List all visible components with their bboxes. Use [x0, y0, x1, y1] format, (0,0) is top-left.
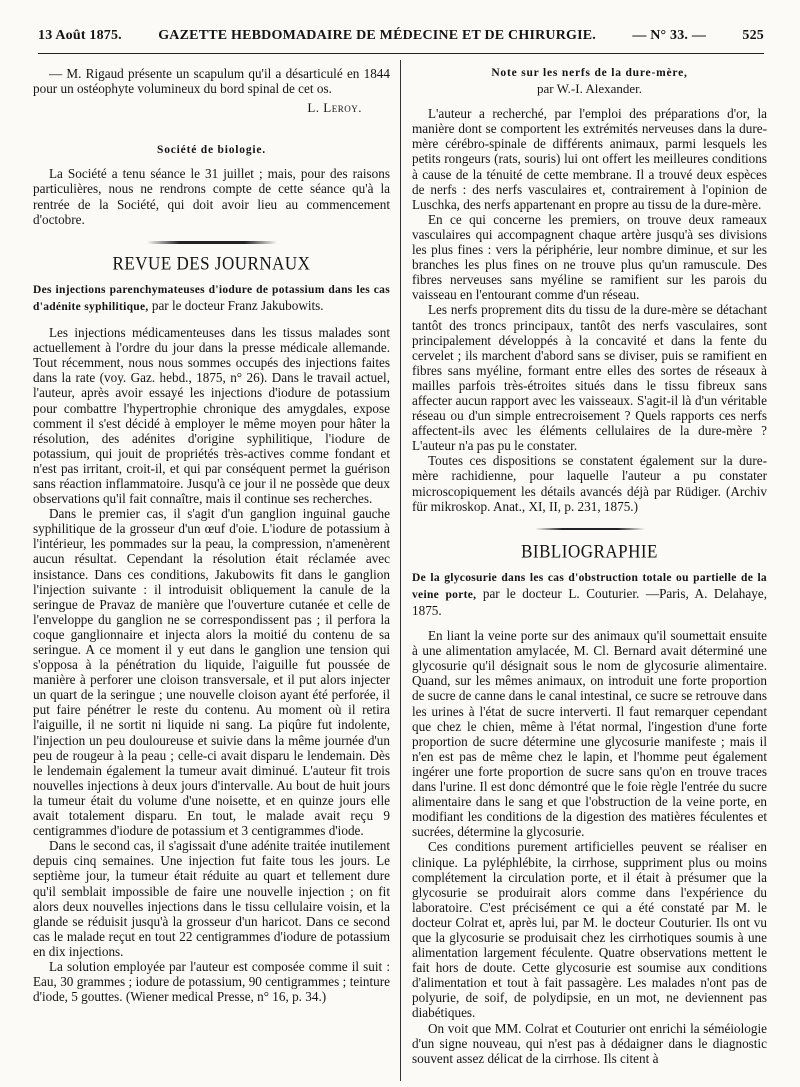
note-paragraph: L'auteur a recherché, par l'emploi des préparations d'or, la manière dont se comportent les extrémités nerveuses dans la dure-mère cérébro-spinale de différents animaux, parmi lesquels les petits rongeurs (rats, souris) lui ont offert les meilleures conditions à cause de la ténuité de cette membrane. Il a trouvé deux espèces de nerfs : des nerfs vasculaires et, contrairement à l'opinion de Luschka, des nerfs appartenant en propre au tissu de la dure-mère.	[412, 106, 767, 212]
revue-des-journaux-heading: REVUE DES JOURNAUX	[112, 252, 311, 274]
rigaud-paragraph: — M. Rigaud présente un scapulum qu'il a désarticulé en 1844 pour un ostéophyte volumineux du bord spinal de cet os.	[33, 66, 390, 97]
column-divider	[400, 60, 401, 1081]
left-column	[33, 66, 390, 1079]
note-paragraph: En ce qui concerne les premiers, on trouve deux rameaux vasculaires qui accompagnent chaque artère jusqu'à ses divisions les plus fines : vers la périphérie, leur nombre diminue, et sur les branches les plus fines on ne trouve plus qu'un ramuscule. Des fibres nerveuses sans myéline se ramifient sur les parois du vaisseau en l'entourant comme d'un réseau.	[412, 211, 767, 303]
societe-biologie-heading: Société de biologie.	[157, 144, 266, 157]
article-paragraph: La solution employée par l'auteur est composée comme il suit : Eau, 30 grammes ; iodure de potassium, 90 centigrammes ; teinture d'iode, 5 gouttes. (Wiener medical Presse, n° 16, p. 34.)	[33, 958, 390, 1005]
bibliographie-heading: BIBLIOGRAPHIE	[521, 540, 658, 562]
signature: L. Leroy.	[307, 100, 362, 116]
biblio-paragraph: Ces conditions purement artificielles peuvent se réaliser en clinique. La pyléphlébite, la cirrhose, suppriment plus ou moins complétement la circulation porte, et il était à présumer que la glycosurie se produirait alors comme dans l'expérience du laboratoire. C'est précisément ce qui a été constaté par M. le docteur Colrat et, après lui, par M. le docteur Couturier. Ils ont vu que la glycosurie se produisait chez les cirrhotiques soumis à une alimentation largement féculente. Quatre observations mettent le fait hors de doute. Cette glycosurie est soumise aux conditions d'alimentation et tout à fait passagère. Les malades n'ont pas de polyurie, de soif, de polydipsie, en un mot, ne deviennent pas diabétiques.	[412, 839, 767, 1021]
article-title: Des injections parenchymateuses d'iodure de potassium dans les cas d'adénite syphilitique,	[33, 283, 390, 313]
note-heading: Note sur les nerfs de la dure-mère,	[491, 67, 688, 79]
biblio-paragraph: En liant la veine porte sur des animaux qu'il soumettait ensuite à une alimentation amylacée, M. Cl. Bernard avait déterminé une glycosurie qu'il désignait sous le nom de glycosurie alimentaire. Quand, sur les mêmes animaux, on introduit une forte proportion de sucre de canne dans le canal intestinal, ce sucre se retrouve dans les urines à l'état de sucre interverti. Il faut remarquer cependant que chez le chien, même à l'état normal, l'ingestion d'une forte proportion de sucre détermine une glycosurie manifeste ; mais il n'en est pas de même chez le lapin, et l'homme peut également ingérer une forte proportion de sucre sans qu'on en trouve traces dans l'urine. Il est donc démontré que le foie règle l'entrée du sucre alimentaire dans le sang et que l'obstruction de la veine porte, en modifiant les conditions de la digestion des matières féculentes et sucrées, détermine la glycosurie.	[412, 628, 767, 840]
biblio-byline: par le docteur L. Couturier. —Paris, A. Delahaye, 1875.	[412, 585, 767, 618]
note-author: par W.-I. Alexander.	[536, 81, 643, 97]
section-rule	[535, 528, 645, 530]
biblio-paragraph: On voit que MM. Colrat et Couturier ont enrichi la séméiologie d'un signe nouveau, qui n'est pas à dédaigner dans le diagnostic souvent assez délicat de la cirrhose. Ils citent à	[412, 1020, 767, 1066]
note-paragraph: Les nerfs proprement dits du tissu de la dure-mère se détachant tantôt des troncs principaux, tantôt des nerfs vasculaires, sont principalement développés à la concavité et dans la fente du cervelet ; ils marchent d'abord sans se diviser, puis se ramifient en fibres sans myéline, formant entre elles des sortes de réseaux à mailles parfois très-étroites situés dans le tissu fibreux sans affecter aucun rapport avec les vaisseaux. S'agit-il là d'un véritable réseau ou d'un simple entrecroisement ? Quels rapports ces nerfs affectent-ils avec les éléments cellulaires de la dure-mère ? L'auteur n'a pas pu le constater.	[412, 302, 767, 454]
article-paragraph: Les injections médicamenteuses dans les tissus malades sont actuellement à l'ordre du jour dans la presse médicale allemande. Tout récemment, nous nous sommes occupés des injections faites dans la rate (voy. Gaz. hebd., 1875, n° 26). Dans le travail actuel, l'auteur, après avoir essayé les injections d'iodure de potassium pour combattre l'hypertrophie chronique des amygdales, expose comment il s'est décidé à employer le même moyen pour hâter la résolution, des adénites d'origine syphilitique, l'iodure de potassium, qui jouit de propriétés très-actives comme fondant et n'est pas irritant, croit-il, et qui par conséquent permet la guérison sans réaction inflammatoire. Jusqu'à ce jour il ne possède que deux observations qu'il fait connaître, mais il continue ses recherches.	[33, 325, 390, 507]
header-issue: — N° 33. —	[632, 28, 707, 43]
societe-biologie-paragraph: La Société a tenu séance le 31 juillet ; mais, pour des raisons particulières, nous ne rendrons compte de cette séance qu'à la rentrée de la Société, qui doit avoir lieu au commencement d'octobre.	[33, 166, 390, 227]
journal-title: GAZETTE HEBDOMADAIRE DE MÉDECINE ET DE CHIRURGIE.	[158, 28, 596, 43]
biblio-heading	[412, 569, 767, 618]
note-paragraph: Toutes ces dispositions se constatent également sur la dure-mère rachidienne, pour laquelle l'auteur a pu constater microscopiquement les détails avancés déjà par Rüdiger. (Archiv für mikroskop. Anat., XI, II, p. 231, 1875.)	[412, 453, 767, 514]
section-rule	[147, 241, 277, 244]
article-paragraph: Dans le second cas, il s'agissait d'une adénite traitée inutilement depuis cinq semaines. Une injection fut faite tous les jours. Le septième jour, la tumeur était réduite au quart et tellement dure qu'il semblait impossible de faire une nouvelle injection ; on fit alors deux nouvelles injections dans le tissu cellulaire voisin, et la glande se réduisit jusqu'à la grosseur d'un haricot. Dans ce second cas le malade reçut en tout 22 centigrammes d'iodure de potassium en dix injections.	[33, 838, 390, 959]
article-byline: par le docteur Franz Jakubowits.	[148, 297, 324, 313]
article-heading	[33, 281, 390, 315]
right-column	[412, 66, 767, 1079]
page-header	[38, 28, 764, 54]
header-date: 13 Août 1875.	[38, 28, 122, 43]
biblio-title: De la glycosurie dans les cas d'obstruction totale ou partielle de la veine porte,	[412, 571, 767, 601]
page-number: 525	[742, 28, 764, 43]
article-paragraph: Dans le premier cas, il s'agit d'un ganglion inguinal gauche syphilitique de la grosseur d'un œuf d'oie. L'iodure de potassium à l'intérieur, les pommades sur la peau, la compression, n'amenèrent aucun résultat. Cependant la résolution était réclamée avec insistance. Dans ces conditions, Jakubowits fit dans le ganglion l'injection suivante : il introduisit obliquement la canule de la seringue de Pravaz de manière que l'ouverture cutanée et celle de l'enveloppe du ganglion ne se correspondissent pas ; il perfora la coque ganglionnaire et injecta alors la moitié du contenu de sa seringue. A ce moment il y eut dans le ganglion une tension qui s'opposa à la pénétration du liquide, l'aiguille fut poussée de manière à perforer une cloison transversale, et il put alors injecter un quart de la seringue ; une nouvelle cloison ayant été perforée, il put faire pénétrer le reste du contenu. Au moment où il retira l'aiguille, il ne sortit ni liquide ni sang. La piqûre fut indolente, l'injection un peu douloureuse et suivie dans la même journée d'un peu de rougeur à la peau ; celle-ci avait disparu le lendemain. Dès le lendemain également la tumeur avait diminué. L'auteur fit trois nouvelles injections à deux jours d'intervalle. Au bout de huit jours la tumeur était du volume d'une noisette, et en quinze jours elle avait totalement disparu. En tout, le malade avait reçu 9 centigrammes d'iodure de potassium et 3 centigrammes d'iode.	[33, 506, 390, 839]
